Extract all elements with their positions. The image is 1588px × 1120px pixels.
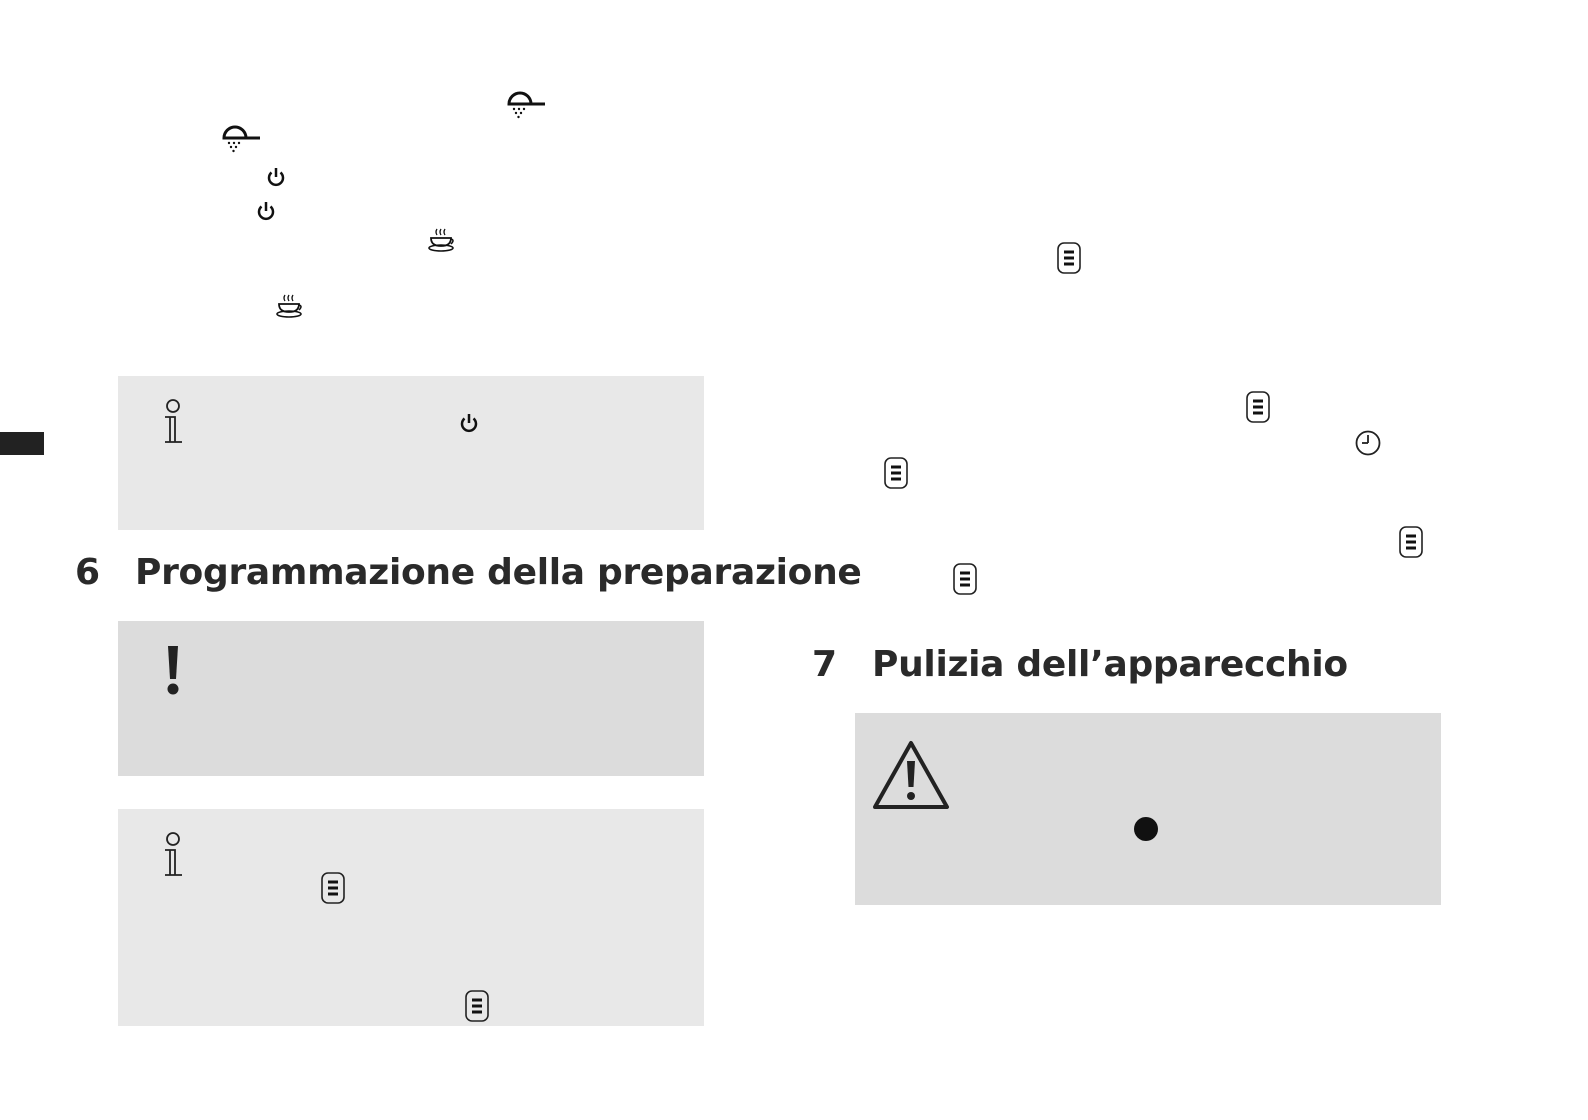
chapter-tab-marker [0,432,44,455]
section-7-number: 7 [812,644,837,685]
menu-button-icon [883,456,909,490]
filled-dot [1133,816,1159,842]
warning-triangle-icon [871,739,951,811]
caution-note-box [118,621,704,776]
menu-button-icon [1245,390,1271,424]
menu-button-icon [1398,525,1424,559]
power-icon [255,200,277,222]
coffee-cup-icon [427,226,457,254]
section-7-title: Pulizia dell’apparecchio [872,644,1348,685]
power-icon [458,412,480,434]
descale-icon [506,89,548,121]
section-6-heading [75,552,862,593]
info-icon [158,398,188,448]
coffee-cup-icon [275,292,305,320]
section-6-number: 6 [75,552,100,593]
info-note-box [118,376,704,530]
menu-button-icon [1056,241,1082,275]
info-icon [158,831,188,881]
menu-button-icon [464,989,490,1023]
warning-note-box [855,713,1441,905]
descale-icon [221,123,263,155]
section-6-title: Programmazione della preparazione [135,552,862,593]
exclamation-icon [162,643,184,697]
power-icon [265,166,287,188]
menu-button-icon [320,871,346,905]
clock-icon [1354,429,1382,457]
info-note-box [118,809,704,1026]
menu-button-icon [952,562,978,596]
section-7-heading [812,644,1348,685]
